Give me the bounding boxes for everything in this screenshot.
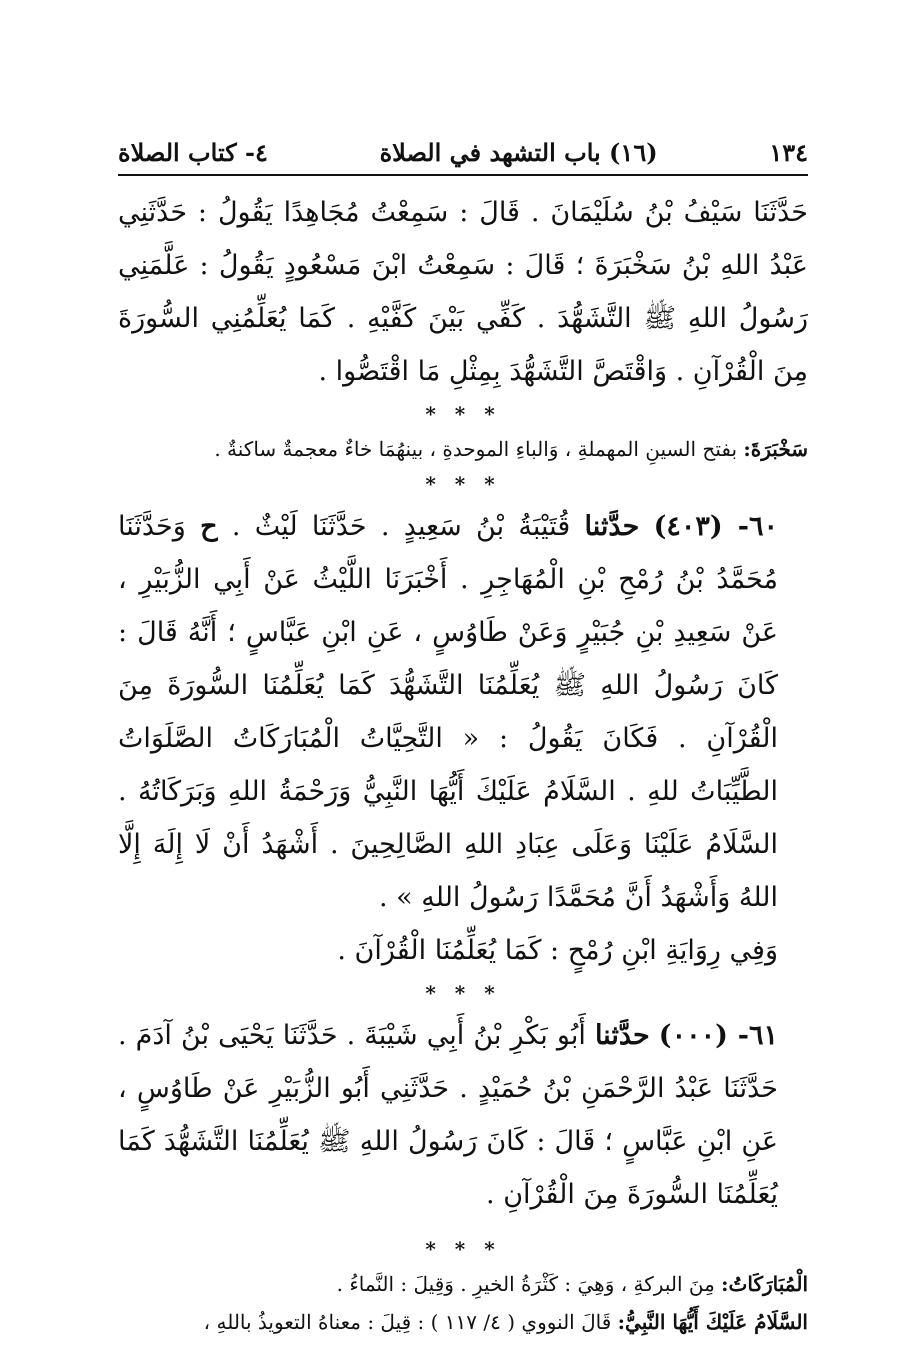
hadith-number: ٦٠- (٤٠٣) xyxy=(653,511,778,542)
haddathana-word: حدَّثنا xyxy=(594,1020,650,1051)
separator-stars: * * * xyxy=(425,402,501,426)
book-title: ٤- كتاب الصلاة xyxy=(118,137,268,167)
chapter-title: (١٦) باب التشهد في الصلاة xyxy=(379,137,658,167)
footnote-text: مِنَ البركةِ ، وَهِيَ : كَثْرَةُ الخيرِ . وَقِيلَ : النَّماءُ . xyxy=(336,1272,722,1296)
separator-stars: * * * xyxy=(425,981,501,1005)
tahwil-symbol: ح xyxy=(200,511,218,542)
separator-stars: * * * xyxy=(425,1237,501,1261)
hadith-text: أَبُو بَكْرِ بْنُ أَبِي شَيْبَةَ . حَدَّثَنَا يَحْيَى بْنُ آدَمَ . حَدَّثَنَا عَبْدُ الرَّحْمَنِ بْنُ حُمَيْدٍ . حَدَّثَنِي أَبُو الزُّبَيْرِ عَنْ طَاوُسٍ ، عَنِ ابْنِ عَبَّاسٍ ؛ قَالَ : كَانَ رَسُولُ اللهِ ﷺ يُعَلِّمُنَا التَّشَهُّدَ كَمَا يُعَلِّمُنَا السُّورَةَ مِنَ الْقُرْآنِ . xyxy=(118,1020,778,1210)
footnote-mubarakat xyxy=(118,1265,808,1303)
hadith-61 xyxy=(118,1009,808,1221)
footnote-term: الْمُبَارَكَاتُ: xyxy=(721,1272,808,1296)
footnote-text: بفتح السينِ المهملةِ ، وَالباءِ الموحدةِ ، بينهُمَا خاءٌ معجمةٌ ساكنةٌ . xyxy=(214,437,744,461)
header-rule xyxy=(118,174,808,176)
page-number: ١٣٤ xyxy=(769,137,808,167)
footnote-text: قَالَ النووي ( ٤/ ١١٧ ) : قِيلَ : معناهُ التعويذُ باللهِ ، xyxy=(203,1310,618,1334)
footnote-salam xyxy=(118,1303,808,1341)
page-body xyxy=(118,186,808,1341)
footnote-term: السَّلَامُ عَلَيْكَ أَيُّهَا النَّبِيُّ: xyxy=(617,1310,808,1334)
riwaya-note: وَفِي رِوَايَةِ ابْنِ رُمْحٍ : كَمَا يُعَلِّمُنَا الْقُرْآنَ . xyxy=(337,935,778,966)
hadith-60 xyxy=(118,500,808,924)
hadith-number: ٦١- (٠٠٠) xyxy=(658,1020,778,1051)
haddathana-word: حدَّثنا xyxy=(584,511,640,542)
running-header xyxy=(118,132,808,172)
footnote-term: سَخْبَرَةَ: xyxy=(743,437,808,461)
separator-stars: * * * xyxy=(425,472,501,496)
footnote-sakhbara xyxy=(118,430,808,468)
hadith-continuation: حَدَّثَنَا سَيْفُ بْنُ سُلَيْمَانَ . قَالَ : سَمِعْتُ مُجَاهِدًا يَقُولُ : حَدَّثَنِي عَبْدُ اللهِ بْنُ سَخْبَرَةَ ؛ قَالَ : سَمِعْتُ ابْنَ مَسْعُودٍ يَقُولُ : عَلَّمَنِي رَسُولُ اللهِ ﷺ التَّشَهُّدَ . كَفِّي بَيْنَ كَفَّيْهِ . كَمَا يُعَلِّمُنِي السُّورَةَ مِنَ الْقُرْآنِ . وَاقْتَصَّ التَّشَهُّدَ بِمِثْلِ مَا اقْتَصُّوا . xyxy=(118,197,808,387)
hadith-text-part2: وَحَدَّثَنَا مُحَمَّدُ بْنُ رُمْحِ بْنِ الْمُهَاجِرِ . أَخْبَرَنَا اللَّيْثُ عَنْ أَبِي الزُّبَيْرِ ، عَنْ سَعِيدِ بْنِ جُبَيْرٍ وَعَنْ طَاوُسٍ ، عَنِ ابْنِ عَبَّاسٍ ؛ أَنَّهُ قَالَ : كَانَ رَسُولُ اللهِ ﷺ يُعَلِّمُنَا التَّشَهُّدَ كَمَا يُعَلِّمُنَا السُّورَةَ مِنَ الْقُرْآنِ . فَكَانَ يَقُولُ : « التَّحِيَّاتُ الْمُبَارَكَاتُ الصَّلَوَاتُ الطَّيِّبَاتُ للهِ . السَّلَامُ عَلَيْكَ أَيُّهَا النَّبِيُّ وَرَحْمَةُ اللهِ وَبَرَكَاتُهُ . السَّلَامُ عَلَيْنَا وَعَلَى عِبَادِ اللهِ الصَّالِحِينَ . أَشْهَدُ أَنْ لَا إِلَهَ إِلَّا اللهُ وَأَشْهَدُ أَنَّ مُحَمَّدًا رَسُولُ اللهِ » . xyxy=(118,511,778,913)
hadith-text-part1: قُتَيْبَةُ بْنُ سَعِيدٍ . حَدَّثَنَا لَيْثٌ . xyxy=(217,511,585,542)
